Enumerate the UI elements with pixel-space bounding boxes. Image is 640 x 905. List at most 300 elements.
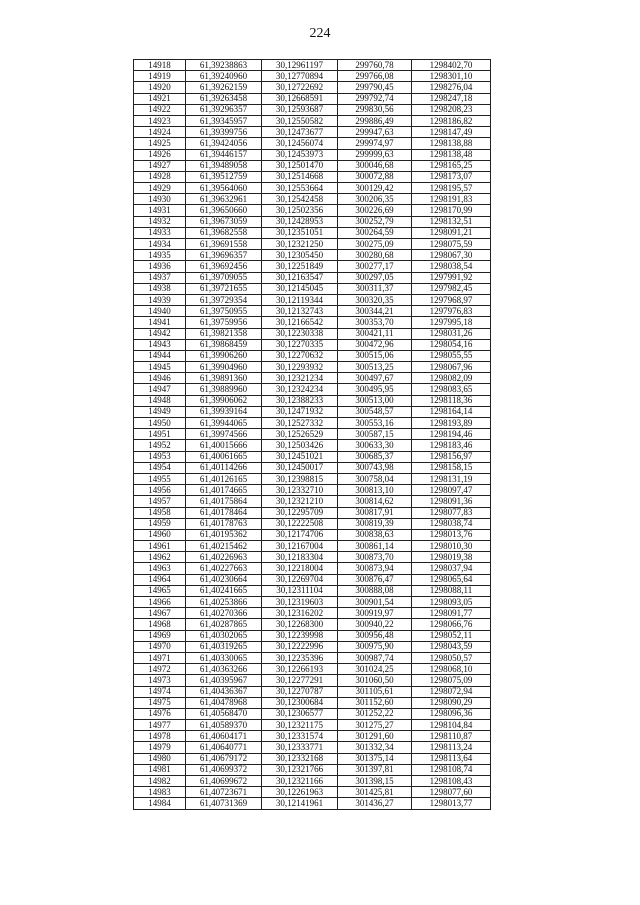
page-number: 224 xyxy=(309,26,331,41)
latitude-cell: 61,39512759 xyxy=(186,171,262,182)
table-row xyxy=(134,552,491,563)
coordinates-table-body xyxy=(134,60,491,810)
point-number-cell: 14969 xyxy=(134,630,186,641)
x-coordinate-cell: 300553,16 xyxy=(338,418,412,429)
table-row xyxy=(134,753,491,764)
point-number-cell: 14947 xyxy=(134,384,186,395)
longitude-cell: 30,12473677 xyxy=(262,127,338,138)
y-coordinate-cell: 1298082,09 xyxy=(412,373,491,384)
latitude-cell: 61,40015666 xyxy=(186,440,262,451)
latitude-cell: 61,40640771 xyxy=(186,742,262,753)
table-row xyxy=(134,507,491,518)
latitude-cell: 61,40436367 xyxy=(186,686,262,697)
point-number-cell: 14937 xyxy=(134,272,186,283)
table-row xyxy=(134,518,491,529)
longitude-cell: 30,12527332 xyxy=(262,418,338,429)
table-row xyxy=(134,205,491,216)
table-row xyxy=(134,608,491,619)
table-row xyxy=(134,664,491,675)
longitude-cell: 30,12141961 xyxy=(262,798,338,809)
longitude-cell: 30,12321234 xyxy=(262,373,338,384)
y-coordinate-cell: 1298108,43 xyxy=(412,776,491,787)
longitude-cell: 30,12351051 xyxy=(262,227,338,238)
y-coordinate-cell: 1297968,97 xyxy=(412,294,491,305)
point-number-cell: 14976 xyxy=(134,708,186,719)
x-coordinate-cell: 300206,35 xyxy=(338,194,412,205)
y-coordinate-cell: 1298019,38 xyxy=(412,552,491,563)
point-number-cell: 14981 xyxy=(134,764,186,775)
latitude-cell: 61,39709055 xyxy=(186,272,262,283)
x-coordinate-cell: 300956,48 xyxy=(338,630,412,641)
latitude-cell: 61,39721655 xyxy=(186,283,262,294)
table-row xyxy=(134,384,491,395)
point-number-cell: 14967 xyxy=(134,608,186,619)
longitude-cell: 30,12514668 xyxy=(262,171,338,182)
x-coordinate-cell: 300280,68 xyxy=(338,250,412,261)
table-row xyxy=(134,71,491,82)
longitude-cell: 30,12218004 xyxy=(262,563,338,574)
point-number-cell: 14942 xyxy=(134,328,186,339)
table-row xyxy=(134,115,491,126)
longitude-cell: 30,12770894 xyxy=(262,71,338,82)
point-number-cell: 14952 xyxy=(134,440,186,451)
latitude-cell: 61,40679172 xyxy=(186,753,262,764)
latitude-cell: 61,39906062 xyxy=(186,395,262,406)
table-row xyxy=(134,485,491,496)
longitude-cell: 30,12174706 xyxy=(262,529,338,540)
x-coordinate-cell: 300813,10 xyxy=(338,485,412,496)
point-number-cell: 14978 xyxy=(134,731,186,742)
x-coordinate-cell: 300513,00 xyxy=(338,395,412,406)
y-coordinate-cell: 1298050,57 xyxy=(412,652,491,663)
y-coordinate-cell: 1298037,94 xyxy=(412,563,491,574)
point-number-cell: 14949 xyxy=(134,406,186,417)
latitude-cell: 61,40126165 xyxy=(186,473,262,484)
table-row xyxy=(134,272,491,283)
x-coordinate-cell: 300072,88 xyxy=(338,171,412,182)
y-coordinate-cell: 1298131,19 xyxy=(412,473,491,484)
longitude-cell: 30,12293932 xyxy=(262,362,338,373)
longitude-cell: 30,12388233 xyxy=(262,395,338,406)
latitude-cell: 61,40195362 xyxy=(186,529,262,540)
x-coordinate-cell: 300838,63 xyxy=(338,529,412,540)
latitude-cell: 61,39564060 xyxy=(186,183,262,194)
x-coordinate-cell: 301275,27 xyxy=(338,720,412,731)
longitude-cell: 30,12550582 xyxy=(262,115,338,126)
latitude-cell: 61,40253866 xyxy=(186,597,262,608)
x-coordinate-cell: 301425,81 xyxy=(338,787,412,798)
table-row xyxy=(134,149,491,160)
point-number-cell: 14982 xyxy=(134,776,186,787)
latitude-cell: 61,39632961 xyxy=(186,194,262,205)
y-coordinate-cell: 1298147,49 xyxy=(412,127,491,138)
longitude-cell: 30,12270632 xyxy=(262,350,338,361)
y-coordinate-cell: 1298068,10 xyxy=(412,664,491,675)
latitude-cell: 61,40568470 xyxy=(186,708,262,719)
latitude-cell: 61,39489058 xyxy=(186,160,262,171)
longitude-cell: 30,12251849 xyxy=(262,261,338,272)
table-row xyxy=(134,529,491,540)
table-row xyxy=(134,697,491,708)
point-number-cell: 14956 xyxy=(134,485,186,496)
longitude-cell: 30,12321166 xyxy=(262,776,338,787)
x-coordinate-cell: 300587,15 xyxy=(338,429,412,440)
y-coordinate-cell: 1298091,77 xyxy=(412,608,491,619)
table-row xyxy=(134,574,491,585)
table-row xyxy=(134,597,491,608)
longitude-cell: 30,12542458 xyxy=(262,194,338,205)
latitude-cell: 61,40227663 xyxy=(186,563,262,574)
table-row xyxy=(134,630,491,641)
point-number-cell: 14941 xyxy=(134,317,186,328)
x-coordinate-cell: 300861,14 xyxy=(338,541,412,552)
table-row xyxy=(134,641,491,652)
longitude-cell: 30,12119344 xyxy=(262,294,338,305)
y-coordinate-cell: 1298075,59 xyxy=(412,239,491,250)
point-number-cell: 14923 xyxy=(134,115,186,126)
latitude-cell: 61,39240960 xyxy=(186,71,262,82)
x-coordinate-cell: 300472,96 xyxy=(338,339,412,350)
latitude-cell: 61,40604171 xyxy=(186,731,262,742)
table-row xyxy=(134,93,491,104)
point-number-cell: 14984 xyxy=(134,798,186,809)
x-coordinate-cell: 301375,14 xyxy=(338,753,412,764)
latitude-cell: 61,40302065 xyxy=(186,630,262,641)
y-coordinate-cell: 1298091,21 xyxy=(412,227,491,238)
point-number-cell: 14938 xyxy=(134,283,186,294)
y-coordinate-cell: 1298031,26 xyxy=(412,328,491,339)
x-coordinate-cell: 300275,09 xyxy=(338,239,412,250)
latitude-cell: 61,40731369 xyxy=(186,798,262,809)
table-row xyxy=(134,60,491,71)
x-coordinate-cell: 301291,60 xyxy=(338,731,412,742)
point-number-cell: 14973 xyxy=(134,675,186,686)
latitude-cell: 61,39696357 xyxy=(186,250,262,261)
x-coordinate-cell: 300987,74 xyxy=(338,652,412,663)
y-coordinate-cell: 1298010,30 xyxy=(412,541,491,552)
longitude-cell: 30,12321210 xyxy=(262,496,338,507)
table-row xyxy=(134,731,491,742)
latitude-cell: 61,40395967 xyxy=(186,675,262,686)
x-coordinate-cell: 300421,11 xyxy=(338,328,412,339)
latitude-cell: 61,39868459 xyxy=(186,339,262,350)
point-number-cell: 14946 xyxy=(134,373,186,384)
latitude-cell: 61,40287865 xyxy=(186,619,262,630)
x-coordinate-cell: 301060,50 xyxy=(338,675,412,686)
latitude-cell: 61,39889960 xyxy=(186,384,262,395)
x-coordinate-cell: 300743,98 xyxy=(338,462,412,473)
y-coordinate-cell: 1298075,09 xyxy=(412,675,491,686)
longitude-cell: 30,12316202 xyxy=(262,608,338,619)
longitude-cell: 30,12277291 xyxy=(262,675,338,686)
y-coordinate-cell: 1298156,97 xyxy=(412,451,491,462)
latitude-cell: 61,39262159 xyxy=(186,82,262,93)
x-coordinate-cell: 300252,79 xyxy=(338,216,412,227)
point-number-cell: 14964 xyxy=(134,574,186,585)
y-coordinate-cell: 1298186,82 xyxy=(412,115,491,126)
latitude-cell: 61,39750955 xyxy=(186,306,262,317)
longitude-cell: 30,12230338 xyxy=(262,328,338,339)
y-coordinate-cell: 1298043,59 xyxy=(412,641,491,652)
latitude-cell: 61,40114266 xyxy=(186,462,262,473)
table-row xyxy=(134,395,491,406)
longitude-cell: 30,12167004 xyxy=(262,541,338,552)
x-coordinate-cell: 299760,78 xyxy=(338,60,412,71)
y-coordinate-cell: 1298054,16 xyxy=(412,339,491,350)
longitude-cell: 30,12145045 xyxy=(262,283,338,294)
table-row xyxy=(134,227,491,238)
x-coordinate-cell: 301398,15 xyxy=(338,776,412,787)
latitude-cell: 61,39906260 xyxy=(186,350,262,361)
x-coordinate-cell: 301105,61 xyxy=(338,686,412,697)
point-number-cell: 14960 xyxy=(134,529,186,540)
latitude-cell: 61,40178464 xyxy=(186,507,262,518)
table-row xyxy=(134,350,491,361)
table-row xyxy=(134,462,491,473)
longitude-cell: 30,12456074 xyxy=(262,138,338,149)
longitude-cell: 30,12306577 xyxy=(262,708,338,719)
table-row xyxy=(134,362,491,373)
table-row xyxy=(134,541,491,552)
latitude-cell: 61,39424056 xyxy=(186,138,262,149)
longitude-cell: 30,12132743 xyxy=(262,306,338,317)
table-row xyxy=(134,183,491,194)
point-number-cell: 14968 xyxy=(134,619,186,630)
table-row xyxy=(134,652,491,663)
y-coordinate-cell: 1298113,64 xyxy=(412,753,491,764)
y-coordinate-cell: 1298104,84 xyxy=(412,720,491,731)
table-row xyxy=(134,764,491,775)
point-number-cell: 14966 xyxy=(134,597,186,608)
point-number-cell: 14953 xyxy=(134,451,186,462)
latitude-cell: 61,39891360 xyxy=(186,373,262,384)
point-number-cell: 14919 xyxy=(134,71,186,82)
point-number-cell: 14948 xyxy=(134,395,186,406)
point-number-cell: 14920 xyxy=(134,82,186,93)
x-coordinate-cell: 300277,17 xyxy=(338,261,412,272)
x-coordinate-cell: 300226,69 xyxy=(338,205,412,216)
longitude-cell: 30,12321175 xyxy=(262,720,338,731)
longitude-cell: 30,12268300 xyxy=(262,619,338,630)
y-coordinate-cell: 1298096,36 xyxy=(412,708,491,719)
longitude-cell: 30,12668591 xyxy=(262,93,338,104)
longitude-cell: 30,12321766 xyxy=(262,764,338,775)
table-row xyxy=(134,406,491,417)
latitude-cell: 61,39399756 xyxy=(186,127,262,138)
longitude-cell: 30,12526529 xyxy=(262,429,338,440)
longitude-cell: 30,12269704 xyxy=(262,574,338,585)
latitude-cell: 61,40363266 xyxy=(186,664,262,675)
latitude-cell: 61,40175864 xyxy=(186,496,262,507)
longitude-cell: 30,12332710 xyxy=(262,485,338,496)
latitude-cell: 61,40723671 xyxy=(186,787,262,798)
latitude-cell: 61,39904960 xyxy=(186,362,262,373)
latitude-cell: 61,39446157 xyxy=(186,149,262,160)
latitude-cell: 61,40226963 xyxy=(186,552,262,563)
point-number-cell: 14932 xyxy=(134,216,186,227)
x-coordinate-cell: 299947,63 xyxy=(338,127,412,138)
table-row xyxy=(134,720,491,731)
x-coordinate-cell: 300311,37 xyxy=(338,283,412,294)
point-number-cell: 14940 xyxy=(134,306,186,317)
point-number-cell: 14943 xyxy=(134,339,186,350)
y-coordinate-cell: 1298247,18 xyxy=(412,93,491,104)
y-coordinate-cell: 1298208,23 xyxy=(412,104,491,115)
point-number-cell: 14972 xyxy=(134,664,186,675)
x-coordinate-cell: 301024,25 xyxy=(338,664,412,675)
latitude-cell: 61,40699672 xyxy=(186,776,262,787)
latitude-cell: 61,40241665 xyxy=(186,585,262,596)
x-coordinate-cell: 301332,34 xyxy=(338,742,412,753)
longitude-cell: 30,12235396 xyxy=(262,652,338,663)
x-coordinate-cell: 300685,37 xyxy=(338,451,412,462)
longitude-cell: 30,12553664 xyxy=(262,183,338,194)
y-coordinate-cell: 1298191,83 xyxy=(412,194,491,205)
y-coordinate-cell: 1298066,76 xyxy=(412,619,491,630)
x-coordinate-cell: 300873,94 xyxy=(338,563,412,574)
longitude-cell: 30,12450017 xyxy=(262,462,338,473)
longitude-cell: 30,12261963 xyxy=(262,787,338,798)
y-coordinate-cell: 1298077,83 xyxy=(412,507,491,518)
longitude-cell: 30,12502356 xyxy=(262,205,338,216)
latitude-cell: 61,40215462 xyxy=(186,541,262,552)
table-row xyxy=(134,239,491,250)
point-number-cell: 14965 xyxy=(134,585,186,596)
y-coordinate-cell: 1298110,87 xyxy=(412,731,491,742)
y-coordinate-cell: 1298118,36 xyxy=(412,395,491,406)
latitude-cell: 61,39691558 xyxy=(186,239,262,250)
latitude-cell: 61,39296357 xyxy=(186,104,262,115)
point-number-cell: 14970 xyxy=(134,641,186,652)
y-coordinate-cell: 1298013,76 xyxy=(412,529,491,540)
y-coordinate-cell: 1298055,55 xyxy=(412,350,491,361)
latitude-cell: 61,40178763 xyxy=(186,518,262,529)
point-number-cell: 14980 xyxy=(134,753,186,764)
x-coordinate-cell: 300513,25 xyxy=(338,362,412,373)
table-row xyxy=(134,708,491,719)
y-coordinate-cell: 1298088,11 xyxy=(412,585,491,596)
y-coordinate-cell: 1298038,74 xyxy=(412,518,491,529)
longitude-cell: 30,12428953 xyxy=(262,216,338,227)
x-coordinate-cell: 300814,62 xyxy=(338,496,412,507)
table-row xyxy=(134,104,491,115)
point-number-cell: 14983 xyxy=(134,787,186,798)
x-coordinate-cell: 300975,90 xyxy=(338,641,412,652)
table-row xyxy=(134,473,491,484)
latitude-cell: 61,40174665 xyxy=(186,485,262,496)
y-coordinate-cell: 1298065,64 xyxy=(412,574,491,585)
x-coordinate-cell: 300515,06 xyxy=(338,350,412,361)
y-coordinate-cell: 1298090,29 xyxy=(412,697,491,708)
y-coordinate-cell: 1298113,24 xyxy=(412,742,491,753)
longitude-cell: 30,12501470 xyxy=(262,160,338,171)
table-row xyxy=(134,742,491,753)
y-coordinate-cell: 1297976,83 xyxy=(412,306,491,317)
y-coordinate-cell: 1298195,57 xyxy=(412,183,491,194)
longitude-cell: 30,12332168 xyxy=(262,753,338,764)
x-coordinate-cell: 300344,21 xyxy=(338,306,412,317)
table-row xyxy=(134,171,491,182)
x-coordinate-cell: 300901,54 xyxy=(338,597,412,608)
y-coordinate-cell: 1298083,65 xyxy=(412,384,491,395)
point-number-cell: 14927 xyxy=(134,160,186,171)
y-coordinate-cell: 1298193,89 xyxy=(412,418,491,429)
point-number-cell: 14936 xyxy=(134,261,186,272)
table-row xyxy=(134,160,491,171)
longitude-cell: 30,12321250 xyxy=(262,239,338,250)
point-number-cell: 14961 xyxy=(134,541,186,552)
x-coordinate-cell: 300495,95 xyxy=(338,384,412,395)
table-row xyxy=(134,451,491,462)
latitude-cell: 61,39682558 xyxy=(186,227,262,238)
table-row xyxy=(134,619,491,630)
point-number-cell: 14977 xyxy=(134,720,186,731)
y-coordinate-cell: 1298072,94 xyxy=(412,686,491,697)
table-row xyxy=(134,496,491,507)
x-coordinate-cell: 301252,22 xyxy=(338,708,412,719)
y-coordinate-cell: 1298108,74 xyxy=(412,764,491,775)
x-coordinate-cell: 300758,04 xyxy=(338,473,412,484)
point-number-cell: 14962 xyxy=(134,552,186,563)
table-row xyxy=(134,339,491,350)
y-coordinate-cell: 1297991,92 xyxy=(412,272,491,283)
latitude-cell: 61,39673059 xyxy=(186,216,262,227)
table-row xyxy=(134,250,491,261)
latitude-cell: 61,39263458 xyxy=(186,93,262,104)
table-row xyxy=(134,306,491,317)
x-coordinate-cell: 300633,30 xyxy=(338,440,412,451)
point-number-cell: 14944 xyxy=(134,350,186,361)
longitude-cell: 30,12319603 xyxy=(262,597,338,608)
table-row xyxy=(134,194,491,205)
table-row xyxy=(134,328,491,339)
point-number-cell: 14922 xyxy=(134,104,186,115)
point-number-cell: 14925 xyxy=(134,138,186,149)
table-row xyxy=(134,585,491,596)
latitude-cell: 61,40699372 xyxy=(186,764,262,775)
point-number-cell: 14939 xyxy=(134,294,186,305)
latitude-cell: 61,40478968 xyxy=(186,697,262,708)
latitude-cell: 61,39974566 xyxy=(186,429,262,440)
table-row xyxy=(134,127,491,138)
y-coordinate-cell: 1298194,46 xyxy=(412,429,491,440)
x-coordinate-cell: 300876,47 xyxy=(338,574,412,585)
longitude-cell: 30,12295709 xyxy=(262,507,338,518)
point-number-cell: 14930 xyxy=(134,194,186,205)
x-coordinate-cell: 300919,97 xyxy=(338,608,412,619)
longitude-cell: 30,12961197 xyxy=(262,60,338,71)
longitude-cell: 30,12239998 xyxy=(262,630,338,641)
y-coordinate-cell: 1298013,77 xyxy=(412,798,491,809)
longitude-cell: 30,12453973 xyxy=(262,149,338,160)
table-row xyxy=(134,138,491,149)
latitude-cell: 61,40319265 xyxy=(186,641,262,652)
table-row xyxy=(134,216,491,227)
table-row xyxy=(134,563,491,574)
point-number-cell: 14955 xyxy=(134,473,186,484)
y-coordinate-cell: 1298052,11 xyxy=(412,630,491,641)
point-number-cell: 14954 xyxy=(134,462,186,473)
latitude-cell: 61,39729354 xyxy=(186,294,262,305)
x-coordinate-cell: 300320,35 xyxy=(338,294,412,305)
longitude-cell: 30,12222996 xyxy=(262,641,338,652)
x-coordinate-cell: 300817,91 xyxy=(338,507,412,518)
longitude-cell: 30,12166542 xyxy=(262,317,338,328)
longitude-cell: 30,12398815 xyxy=(262,473,338,484)
x-coordinate-cell: 300297,05 xyxy=(338,272,412,283)
point-number-cell: 14975 xyxy=(134,697,186,708)
longitude-cell: 30,12300684 xyxy=(262,697,338,708)
